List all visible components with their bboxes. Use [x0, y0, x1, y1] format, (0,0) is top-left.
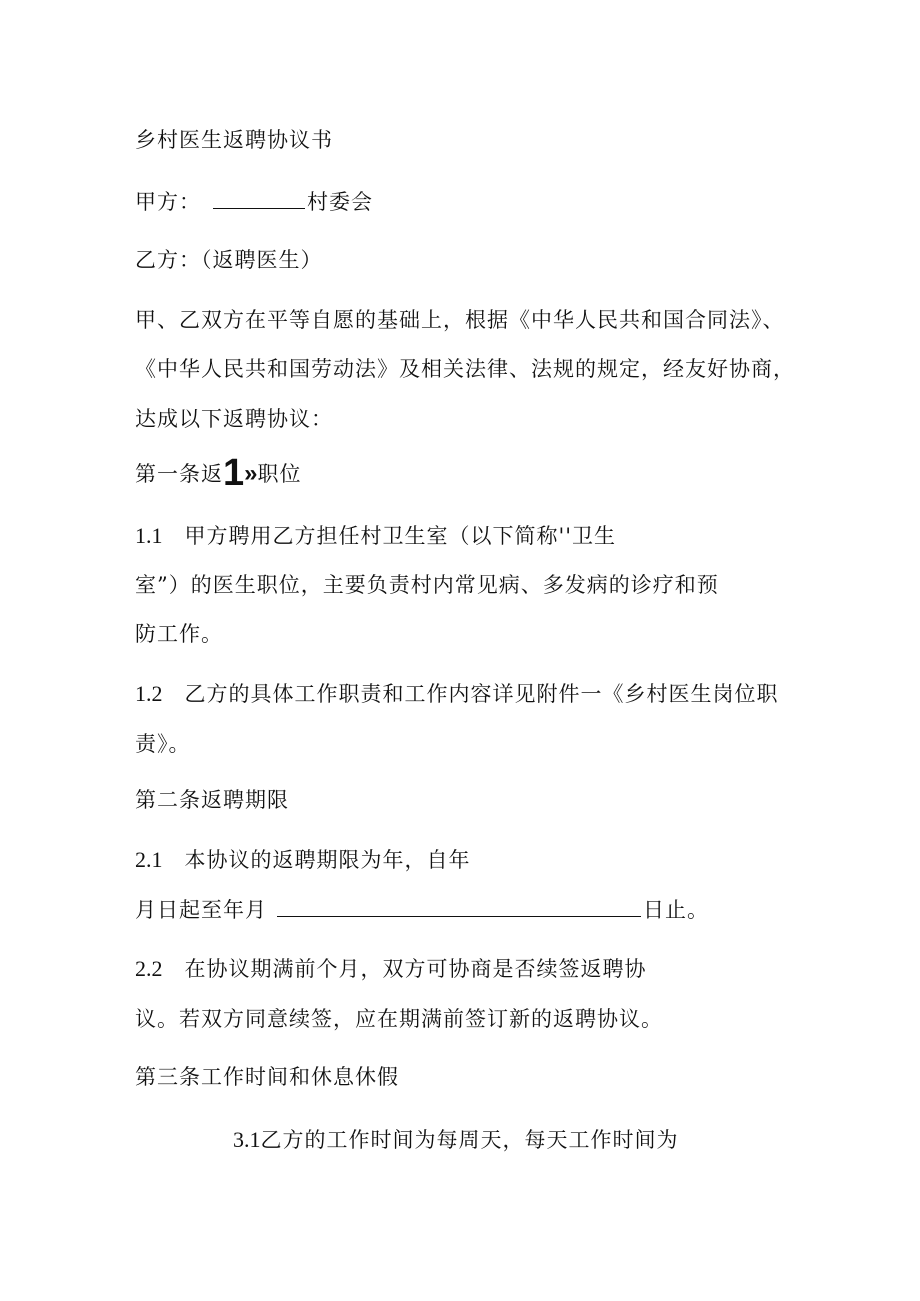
- article-1-heading: 第一条返1»职位: [135, 452, 302, 494]
- party-b-value: （返聘医生）: [201, 248, 323, 272]
- party-a-blank: [213, 186, 305, 209]
- clause-1-1-line-3: 防工作。: [135, 622, 223, 646]
- preamble-line-1: 甲、乙双方在平等自愿的基础上，根据《中华人民共和国合同法》、: [135, 308, 785, 332]
- clause-number: 1.2: [135, 681, 163, 706]
- party-a-line: [135, 186, 373, 217]
- preamble-line-3: 达成以下返聘协议：: [135, 407, 333, 431]
- clause-number: 3.1: [233, 1127, 261, 1152]
- article-3-heading: 第三条工作时间和休息休假: [135, 1065, 399, 1089]
- date-blank: [277, 894, 641, 917]
- clause-2-2-line-1: 2.2 在协议期满前个月，双方可协商是否续签返聘协: [135, 956, 647, 981]
- party-b-label: 乙方：: [135, 248, 201, 272]
- clause-2-2-line-2: 议。若双方同意续签，应在期满前签订新的返聘协议。: [135, 1007, 663, 1031]
- clause-3-1-line-1: 3.1乙方的工作时间为每周天，每天工作时间为: [233, 1127, 679, 1152]
- clause-1-2-line-1: 1.2 乙方的具体工作职责和工作内容详见附件一《乡村医生岗位职: [135, 681, 779, 706]
- party-a-suffix: 村委会: [307, 190, 373, 214]
- preamble-line-2: 《中华人民共和国劳动法》及相关法律、法规的规定，经友好协商，: [135, 357, 795, 381]
- party-a-label: 甲方：: [135, 190, 201, 214]
- clause-1-2-line-2: 责》。: [135, 732, 191, 756]
- article-1-heading-mark: »: [244, 460, 258, 487]
- document-title: 乡村医生返聘协议书: [135, 128, 333, 152]
- clause-number: 2.2: [135, 956, 163, 981]
- article-1-heading-glyph: 1: [223, 452, 245, 494]
- clause-number: 1.1: [135, 523, 163, 548]
- party-b-line: [135, 245, 323, 275]
- clause-number: 2.1: [135, 847, 163, 872]
- clause-1-1-line-2: 室”）的医生职位，主要负责村内常见病、多发病的诊疗和预: [135, 573, 719, 597]
- clause-2-1-line-1: 2.1 本协议的返聘期限为年，自年: [135, 847, 471, 872]
- clause-1-1-line-1: 1.1 甲方聘用乙方担任村卫生室（以下简称''卫生: [135, 523, 617, 548]
- clause-2-1-line-2: 月日起至年月 日止。: [135, 894, 709, 925]
- article-2-heading: 第二条返聘期限: [135, 788, 289, 812]
